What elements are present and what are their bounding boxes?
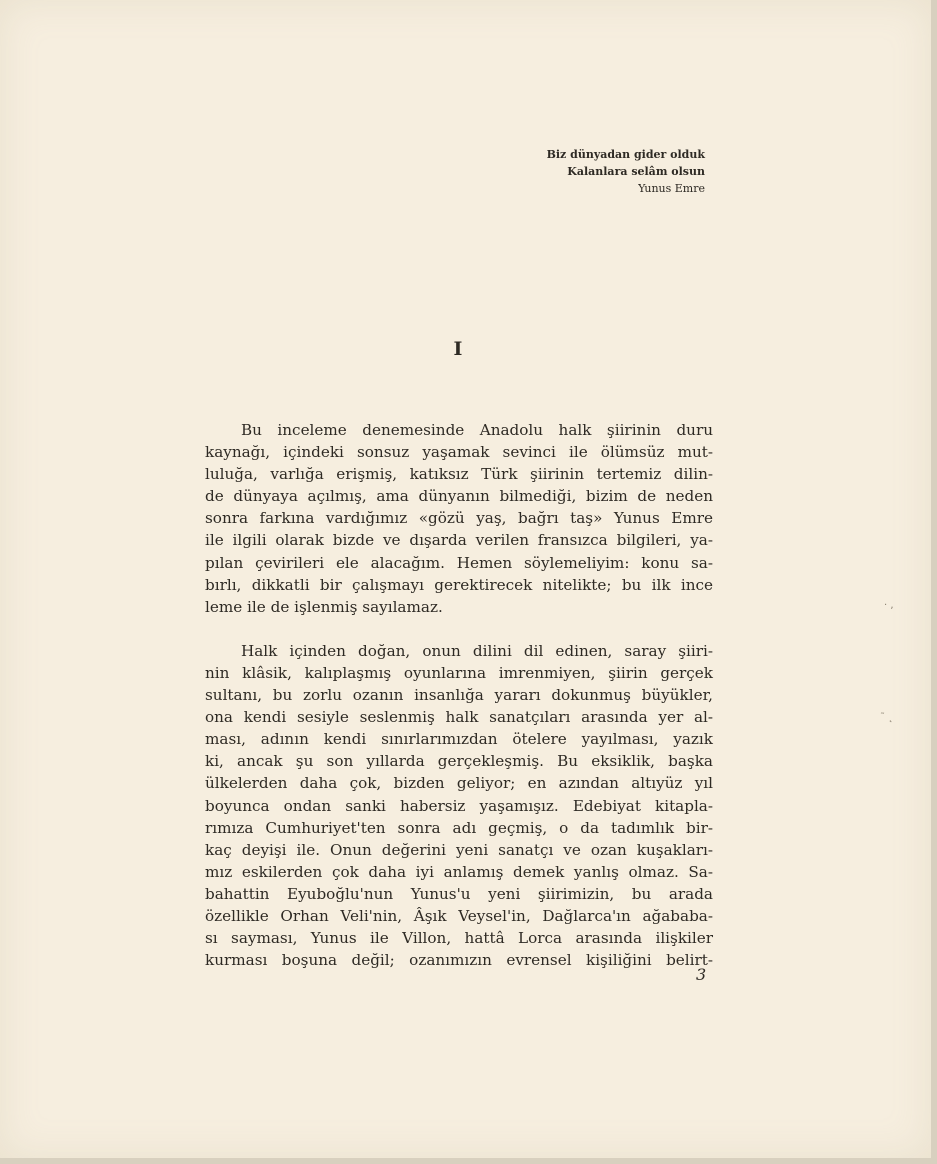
text-line: nin klâsik, kalıplaşmış oyunlarına imrenmiyen, şiirin gerçek (205, 663, 713, 682)
paragraph-1 (205, 419, 713, 618)
text-line: kaç deyişi ile. Onun değerini yeni sanatçı ve ozan kuşakları- (205, 840, 713, 859)
text-line: kaynağı, içindeki sonsuz yaşamak sevinci ile ölümsüz mut- (205, 443, 713, 462)
paper-speck: ˜ ˛ (880, 712, 894, 723)
epigraph-line: Biz dünyadan gider olduk (546, 148, 705, 161)
text-line: pılan çevirileri ele alacağım. Hemen söylemeliyim: konu sa- (205, 553, 713, 572)
text-line: ki, ancak şu son yıllarda gerçekleşmiş. Bu eksiklik, başka (205, 752, 713, 771)
text-line: sultanı, bu zorlu ozanın insanlığa yararı dokunmuş büyükler, (205, 686, 713, 705)
text-line: luluğa, varlığa erişmiş, katıksız Türk şiirinin tertemiz dilin- (205, 465, 713, 484)
text-line: rımıza Cumhuriyet'ten sonra adı geçmiş, o da tadımlık bir- (205, 818, 713, 837)
text-line: leme ile de işlenmiş sayılamaz. (205, 597, 443, 616)
paragraph-2 (205, 640, 713, 971)
text-line: özellikle Orhan Veli'nin, Âşık Veysel'in, Dağlarca'ın ağababa- (205, 906, 713, 925)
text-line: ile ilgili olarak bizde ve dışarda verilen fransızca bilgileri, ya- (205, 531, 713, 550)
chapter-heading: I (453, 338, 463, 360)
text-line: mız eskilerden çok daha iyi anlamış demek yanlış olmaz. Sa- (205, 862, 713, 881)
epigraph-line: Kalanlara selâm olsun (567, 165, 705, 178)
text-line: ması, adının kendi sınırlarımızdan ötelere yayılması, yazık (205, 730, 713, 749)
text-line: bırlı, dikkatli bir çalışmayı gerektirecek nitelikte; bu ilk ince (205, 575, 713, 594)
page-number: 3 (696, 965, 707, 984)
paper-speck: · , (884, 600, 894, 611)
epigraph (547, 146, 705, 197)
text-line: boyunca ondan sanki habersiz yaşamışız. Edebiyat kitapla- (205, 796, 713, 815)
text-line: ülkelerden daha çok, bizden geliyor; en azından altıyüz yıl (205, 774, 713, 793)
text-line: bahattin Eyuboğlu'nun Yunus'u yeni şiirimizin, bu arada (205, 884, 713, 903)
text-line: Halk içinden doğan, onun dilini dil edinen, saray şiiri- (241, 641, 713, 660)
text-line: ona kendi sesiyle seslenmiş halk sanatçıları arasında yer al- (205, 708, 713, 727)
epigraph-author: Yunus Emre (638, 182, 705, 195)
text-line: de dünyaya açılmış, ama dünyanın bilmediği, bizim de neden (205, 487, 713, 506)
text-line: sonra farkına vardığımız «gözü yaş, bağrı taş» Yunus Emre (205, 509, 713, 528)
text-line: Bu inceleme denemesinde Anadolu halk şiirinin duru (241, 421, 713, 439)
text-line: kurması boşuna değil; ozanımızın evrensel kişiliğini belirt- (205, 951, 713, 970)
body-text (205, 419, 713, 993)
text-line: sı sayması, Yunus ile Villon, hattâ Lorca arasında ilişkiler (205, 929, 713, 948)
